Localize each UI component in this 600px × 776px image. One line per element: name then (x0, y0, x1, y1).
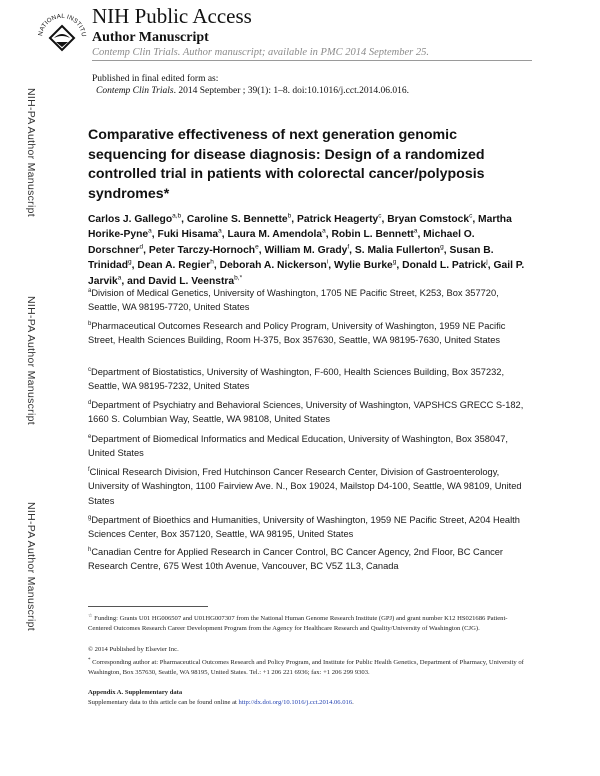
affiliation-letter: h (88, 546, 92, 553)
corresponding-mark: * (88, 657, 91, 663)
affiliation-g (88, 513, 528, 542)
affiliation-e (88, 432, 528, 461)
appendix-note (88, 698, 528, 708)
author-name: Laura M. Amendola (227, 229, 323, 241)
footnote-divider (88, 606, 208, 607)
author-name: Peter Tarczy-Hornoch (148, 244, 256, 256)
author-name: Robin L. Bennett (331, 229, 414, 241)
affiliation-text: Pharmaceutical Outcomes Research and Policy Program, University of Washington, 1959 NE Pacific Street, Health Sciences Building, Room H-375, Box 357630, Seattle, WA 98195-7630, United States (88, 321, 506, 346)
funding-mark: ☆ (88, 613, 93, 619)
affiliation-text: Department of Biostatistics, University of Washington, F-600, Health Sciences Building, Box 357232, Seattle, WA 98195-7232, United States (88, 367, 505, 392)
affiliation-a (88, 286, 528, 315)
author-affiliation-mark: a,b (172, 212, 182, 220)
affiliation-letter: f (88, 466, 90, 473)
affiliation-text: Division of Medical Genetics, University of Washington, 1705 NE Pacific Street, K253, Box 357720, Seattle, WA 98195-7720, United States (88, 288, 499, 313)
affiliation-letter: b (88, 320, 92, 327)
appendix-heading: Appendix A. Supplementary data (88, 689, 183, 696)
author-name: Bryan Comstock (387, 214, 470, 225)
author-affiliation-mark: a (218, 227, 222, 235)
affiliation-text: Clinical Research Division, Fred Hutchinson Cancer Research Center, Division of Gastroenterology, University of Washington, 1100 Fairview Ave. N., Box 19024, Mailstop D4-100, Seattle, WA 98109, United States (88, 467, 522, 506)
affiliation-text: Canadian Centre for Applied Research in Cancer Control, BC Cancer Agency, 2nd Floor, BC Cancer Research Centre, 675 West 10th Avenue, Vancouver, BC V5Z 1L3, Canada (88, 547, 504, 572)
author-name: David L. Veenstra (148, 275, 235, 287)
affiliation-c (88, 365, 528, 394)
corresponding-text: Corresponding author at: Pharmaceutical Outcomes Research and Policy Program, and Institute for Public Health Genetics, Department of Pharmacy, University of Washington, Box 357630, Seattle, WA 98195, United States. Tel.: +1 206 221 6936; fax: +1 206 299 9303. (88, 659, 524, 676)
author-list: Carlos J. Gallego$^{a,b}$, Caroline S. Bennette$^b$, Patrick Heagerty$^c$, Bryan Comstock$^c$, Martha Horike-Pyne$^a$, Fuki Hisama$^a$, Laura M. Amendola$^a$, Robin L. Bennett$^a$, Michael O. Dorschner$^d$, Peter Tarczy-Hornoch$^e$, William M. Grady$^f$, S. Malia Fullerton$^g$, Susan B. Trinidad$^g$, Dean A. Regier$^h$, Deborah A. Nickerson$^i$, Wylie Burke$^g$, Donald L. Patrick$^j$, Gail P. Jarvik$^a$, and David L. Veenstra$^{b,*}$ (88, 212, 525, 287)
author-affiliation-mark: a (117, 274, 122, 282)
author-affiliation-mark: c (378, 212, 382, 220)
author-manuscript-label: Author Manuscript (92, 30, 209, 45)
funding-text: Funding: Grants U01 HG006507 and U01HG007307 from the National Human Genome Research Institute (GPJ) and grant number K12 HS021686 Patient-Centered Outcomes Research Career Development Program from the Agency for Healthcare Research and Quality/University of Washington (CJG). (88, 615, 508, 632)
author-affiliation-mark: f (347, 243, 350, 251)
side-label-middle: NIH-PA Author Manuscript (25, 296, 37, 425)
corresponding-footnote (88, 658, 528, 677)
funding-footnote (88, 614, 528, 633)
affiliation-letter: c (88, 366, 91, 373)
author-name: Fuki Hisama (157, 229, 219, 241)
author-name: Dean A. Regier (137, 260, 211, 272)
copyright-footnote: © 2014 Published by Elsevier Inc. (88, 646, 179, 653)
affiliation-d (88, 398, 528, 427)
author-affiliation-mark: b,* (234, 274, 243, 282)
author-name: Gail P. Jarvik (88, 260, 525, 287)
author-affiliation-mark: b (287, 212, 292, 220)
affiliation-text: Department of Biomedical Informatics and Medical Education, University of Washington, Box 358047, United States (88, 434, 509, 459)
svg-text:NATIONAL INSTITUTES OF HEALTH (34, 4, 87, 37)
affiliation-h (88, 545, 528, 574)
side-label-bottom: NIH-PA Author Manuscript (25, 502, 37, 631)
author-affiliation-mark: g (440, 243, 444, 251)
citation (96, 86, 409, 96)
author-affiliation-mark: i (326, 258, 329, 266)
author-affiliation-mark: a (322, 227, 326, 235)
affiliation-letter: d (88, 399, 92, 406)
author-affiliation-mark: j (486, 258, 488, 266)
availability-line: Contemp Clin Trials. Author manuscript; available in PMC 2014 September 25. (92, 47, 429, 58)
author-affiliation-mark: h (210, 258, 214, 266)
appendix-text: Supplementary data to this article can be found online at (88, 699, 237, 706)
author-name: Caroline S. Bennette (186, 214, 288, 225)
journal-header-title: NIH Public Access (92, 4, 252, 28)
author-affiliation-mark: d (139, 243, 144, 251)
affiliation-letter: e (88, 433, 92, 440)
supplementary-link[interactable]: http://dx.doi.org/10.1016/j.cct.2014.06.016 (238, 699, 353, 706)
author-name: Patrick Heagerty (296, 214, 379, 225)
author-name: Martha Horike-Pyne (88, 214, 512, 241)
author-affiliation-mark: e (255, 243, 259, 251)
affiliation-text: Department of Psychiatry and Behavioral Sciences, University of Washington, VAPSHCS GRECC S-182, 1660 S. Columbian Way, Seattle, WA 98108, United States (88, 400, 524, 425)
author-affiliation-mark: a (148, 227, 152, 235)
affiliation-f (88, 465, 528, 508)
affiliation-letter: a (88, 287, 92, 294)
author-name: Wylie Burke (334, 260, 393, 272)
author-name: Michael O. Dorschner (88, 229, 475, 256)
citation-journal: Contemp Clin Trials (96, 86, 174, 96)
affiliation-text: Department of Bioethics and Humanities, University of Washington, 1959 NE Pacific Street, A204 Health Sciences Center, Box 357120, Seattle, WA 98195, United States (88, 515, 520, 540)
author-name: Carlos J. Gallego (88, 214, 173, 225)
author-name: William M. Grady (264, 244, 348, 256)
author-name: Susan B. Trinidad (88, 244, 494, 272)
author-affiliation-mark: c (469, 212, 473, 220)
affiliation-b (88, 319, 528, 348)
article-title: Comparative effectiveness of next generation genomic sequencing for disease diagnosis: Design of a randomized controlled trial in patients with colorectal cancer/polyposis syndromes* (88, 127, 485, 202)
header-divider (92, 60, 532, 61)
side-label-top: NIH-PA Author Manuscript (25, 88, 37, 217)
author-affiliation-mark: g (128, 258, 132, 266)
citation-details: . 2014 September ; 39(1): 1–8. doi:10.1016/j.cct.2014.06.016. (173, 86, 409, 96)
author-name: Donald L. Patrick (402, 260, 487, 272)
author-name: Deborah A. Nickerson (219, 260, 327, 272)
nih-logo (34, 4, 90, 68)
author-name: S. Malia Fullerton (354, 244, 441, 256)
logo-text: NATIONAL INSTITU (37, 12, 88, 38)
affiliation-letter: g (88, 514, 92, 521)
appendix-period: . (352, 699, 354, 706)
author-affiliation-mark: g (392, 258, 397, 266)
author-affiliation-mark: a (413, 227, 418, 235)
published-label: Published in final edited form as: (92, 74, 219, 84)
